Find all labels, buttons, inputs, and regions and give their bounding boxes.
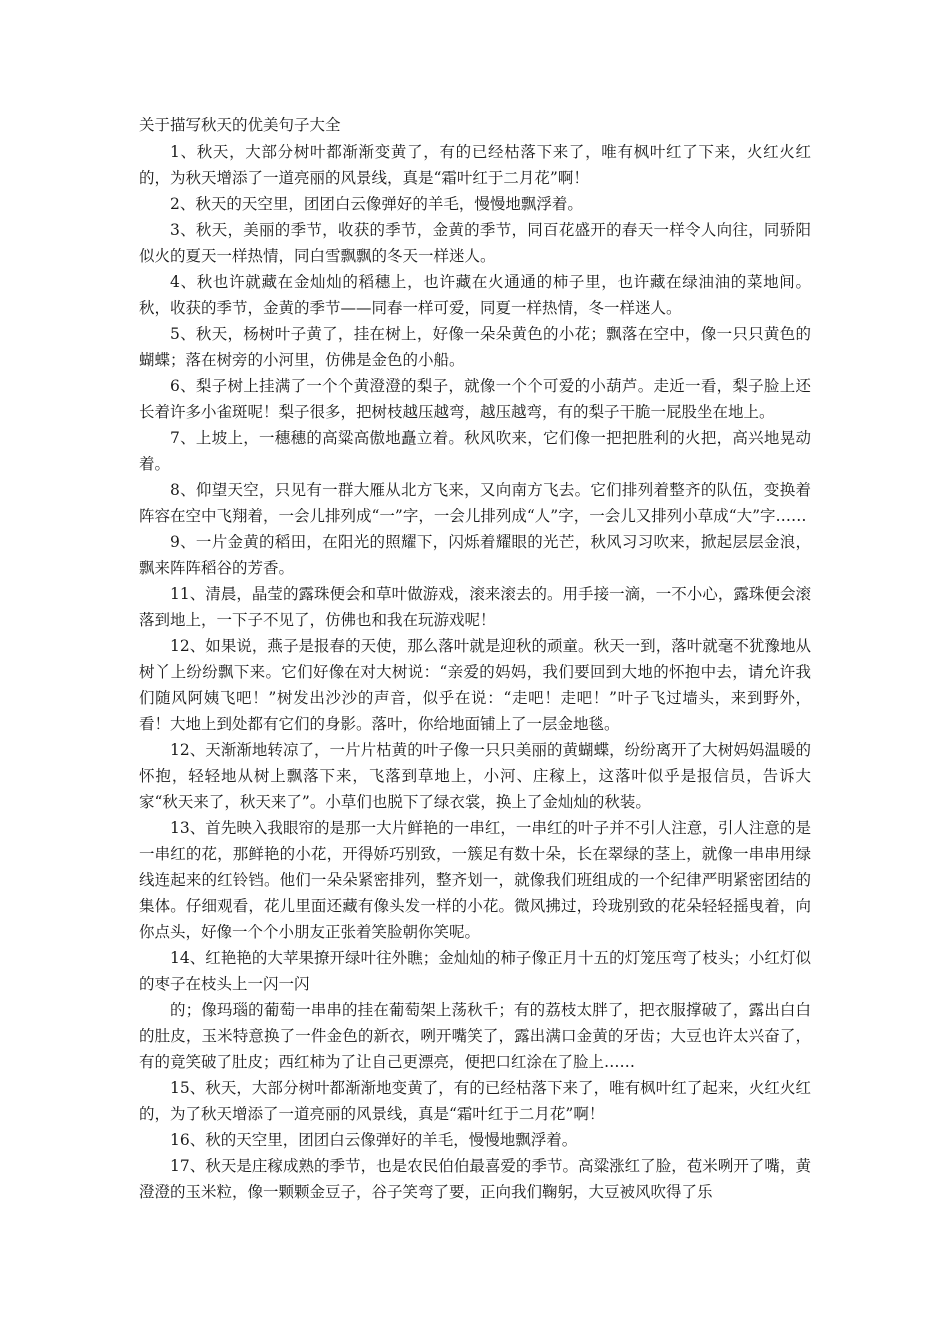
paragraph-2: 2、秋天的天空里，团团白云像弹好的羊毛，慢慢地飘浮着。 [170, 195, 583, 213]
paragraph-6: 6、梨子树上挂满了一个个黄澄澄的梨子，就像一个个可爱的小葫芦。走近一看，梨子脸上还长着许多小雀斑呢！梨子很多，把树枝越压越弯，越压越弯，有的梨子干脆一屁股坐在地上。 [139, 377, 811, 421]
document-title: 关于描写秋天的优美句子大全 [139, 116, 341, 134]
paragraph-3: 3、秋天，美丽的季节，收获的季节，金黄的季节，同百花盛开的春天一样令人向往，同骄阳似火的夏天一样热情，同白雪飘飘的冬天一样迷人。 [139, 221, 811, 265]
paragraph-9: 9、一片金黄的稻田，在阳光的照耀下，闪烁着耀眼的光芒，秋风习习吹来，掀起层层金浪，飘来阵阵稻谷的芳香。 [139, 533, 811, 577]
paragraph-8: 8、仰望天空，只见有一群大雁从北方飞来，又向南方飞去。它们排列着整齐的队伍，变换着阵容在空中飞翔着，一会儿排列成“一”字，一会儿排列成“人”字，一会儿又排列小草成“大”字…… [139, 481, 811, 525]
document-page [139, 113, 811, 1205]
paragraph-17: 17、秋天是庄稼成熟的季节，也是农民伯伯最喜爱的季节。高粱涨红了脸，苞米咧开了嘴，黄澄澄的玉米粒，像一颗颗金豆子，谷子笑弯了要，正向我们鞠躬，大豆被风吹得了乐 [139, 1157, 811, 1201]
paragraph-12a: 12、如果说，燕子是报春的天使，那么落叶就是迎秋的顽童。秋天一到，落叶就毫不犹豫地从树丫上纷纷飘下来。它们好像在对大树说：“亲爱的妈妈，我们要回到大地的怀抱中去，请允许我们随风阿姨飞吧！”树发出沙沙的声音，似乎在说：“走吧！走吧！”叶子飞过墙头，来到野外，看！大地上到处都有它们的身影。落叶，你给地面铺上了一层金地毯。 [139, 637, 811, 733]
paragraph-13: 13、首先映入我眼帘的是那一大片鲜艳的一串红，一串红的叶子并不引人注意，引人注意的是一串红的花，那鲜艳的小花，开得娇巧别致，一簇足有数十朵，长在翠绿的茎上，就像一串串用绿线连起来的红铃铛。他们一朵朵紧密排列，整齐划一，就像我们班组成的一个纪律严明紧密团结的集体。仔细观看，花儿里面还藏有像头发一样的小花。微风拂过，玲珑别致的花朵轻轻摇曳着，向你点头，好像一个个小朋友正张着笑脸朝你笑呢。 [139, 819, 811, 941]
paragraph-12b: 12、天渐渐地转凉了，一片片枯黄的叶子像一只只美丽的黄蝴蝶，纷纷离开了大树妈妈温暖的怀抱，轻轻地从树上飘落下来，飞落到草地上，小河、庄稼上，这落叶似乎是报信员，告诉大家“秋天来了，秋天来了”。小草们也脱下了绿衣裳，换上了金灿灿的秋装。 [139, 741, 811, 811]
paragraph-16: 16、秋的天空里，团团白云像弹好的羊毛，慢慢地飘浮着。 [170, 1131, 578, 1149]
paragraph-15: 15、秋天，大部分树叶都渐渐地变黄了，有的已经枯落下来了，唯有枫叶红了起来，火红火红的，为了秋天增添了一道亮丽的风景线，真是“霜叶红于二月花”啊！ [139, 1079, 811, 1123]
paragraph-1: 1、秋天，大部分树叶都渐渐变黄了，有的已经枯落下来了，唯有枫叶红了下来，火红火红的，为秋天增添了一道亮丽的风景线，真是“霜叶红于二月花”啊！ [139, 143, 811, 187]
paragraph-11: 11、清晨，晶莹的露珠便会和草叶做游戏，滚来滚去的。用手接一滴，一不小心，露珠便会滚落到地上，一下子不见了，仿佛也和我在玩游戏呢！ [139, 585, 811, 629]
paragraph-14-continued: 的；像玛瑙的葡萄一串串的挂在葡萄架上荡秋千；有的荔枝太胖了，把衣服撑破了，露出白白的肚皮，玉米特意换了一件金色的新衣，咧开嘴笑了，露出满口金黄的牙齿；大豆也许太兴奋了，有的竟笑破了肚皮；西红柿为了让自己更漂亮，便把口红涂在了脸上…… [139, 1001, 811, 1071]
paragraph-5: 5、秋天，杨树叶子黄了，挂在树上，好像一朵朵黄色的小花；飘落在空中，像一只只黄色的蝴蝶；落在树旁的小河里，仿佛是金色的小船。 [139, 325, 811, 369]
paragraph-7: 7、上坡上，一穗穗的高粱高傲地矗立着。秋风吹来，它们像一把把胜利的火把，高兴地晃动着。 [139, 429, 811, 473]
paragraph-14: 14、红艳艳的大苹果撩开绿叶往外瞧；金灿灿的柿子像正月十五的灯笼压弯了枝头；小红灯似的枣子在枝头上一闪一闪 [139, 949, 811, 993]
paragraph-4: 4、秋也许就藏在金灿灿的稻穗上，也许藏在火通通的柿子里，也许藏在绿油油的菜地间。秋，收获的季节，金黄的季节——同春一样可爱，同夏一样热情，冬一样迷人。 [139, 273, 811, 317]
